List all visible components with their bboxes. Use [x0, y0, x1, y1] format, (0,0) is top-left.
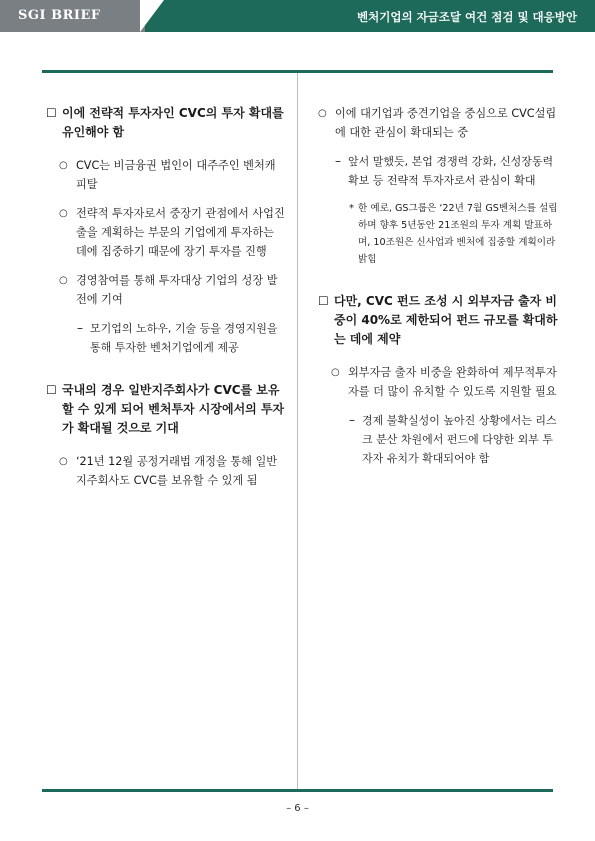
page-number: – 6 –: [286, 803, 309, 814]
sub-point-text: 전략적 투자자로서 중장기 관점에서 사업진출을 계획하는 부문의 기업에게 투자하는 데에 집중하기 때문에 장기 투자를 진행: [76, 207, 285, 258]
header-title-block: [145, 0, 595, 32]
bottom-rule: [42, 789, 553, 792]
sub-point-text: CVC는 비금융권 법인이 대주주인 벤처캐피탈: [76, 159, 276, 191]
circle-bullet-icon: ○: [59, 456, 68, 467]
sub-point: [46, 271, 286, 309]
bullet-text: 다만, CVC 펀드 조성 시 외부자금 출자 비중이 40%로 제한되어 펀드 규모를 확대하는 데에 제약: [334, 294, 558, 346]
page-header: [0, 0, 595, 32]
circle-bullet-icon: ○: [318, 108, 327, 119]
sub-point-text: ‘21년 12월 공정거래법 개정을 통해 일반지주회사도 CVC를 보유할 수 있게 됨: [76, 455, 278, 487]
sub-point-text: 경영참여를 통해 투자대상 기업의 성장 발전에 기여: [76, 274, 278, 306]
bullet-point: [46, 381, 286, 438]
dash-bullet-icon: –: [335, 154, 341, 168]
sub-point: [318, 104, 558, 142]
asterisk-icon: *: [349, 203, 354, 214]
detail-point: [318, 152, 558, 190]
detail-point: [46, 319, 286, 357]
bullet-point: [318, 292, 558, 349]
dash-bullet-icon: –: [77, 321, 83, 335]
sub-point: [46, 452, 286, 490]
header-brand-block: [0, 0, 160, 32]
circle-bullet-icon: ○: [59, 208, 68, 219]
header-divider-shape: [140, 0, 164, 32]
bullet-point: [46, 104, 286, 142]
bullet-text: 국내의 경우 일반지주회사가 CVC를 보유할 수 있게 되어 벤처투자 시장에서의 투자가 확대될 것으로 기대: [62, 383, 285, 435]
square-bullet-icon: ☐: [318, 294, 329, 308]
square-bullet-icon: ☐: [46, 106, 57, 120]
circle-bullet-icon: ○: [331, 367, 340, 378]
sub-point: [318, 363, 558, 401]
detail-point-text: 앞서 말했듯, 본업 경쟁력 강화, 신성장동력 확보 등 전략적 투자자로서 관심이 확대: [348, 155, 554, 187]
header-brand-title: SGI BRIEF: [18, 8, 101, 23]
column-divider: [297, 73, 298, 789]
square-bullet-icon: ☐: [46, 383, 57, 397]
header-document-title: 벤처기업의 자금조달 여건 점검 및 대응방안: [357, 10, 577, 24]
sub-point-text: 외부자금 출자 비중을 완화하여 제무적투자자를 더 많이 유치할 수 있도록 지원할 필요: [348, 366, 557, 398]
sub-point-text: 이에 대기업과 중견기업을 중심으로 CVC설립에 대한 관심이 확대되는 중: [335, 107, 557, 139]
footnote-text: 한 예로, GS그룹은 ‘22년 7월 GS벤처스를 설립하며 향후 5년동안 21조원의 투자 계획 발표하며, 10조원은 신사업과 벤처에 집중할 계획이라 밝힘: [358, 203, 558, 265]
detail-point: [318, 411, 558, 468]
dash-bullet-icon: –: [349, 413, 355, 427]
footnote: [318, 200, 558, 268]
right-column: [318, 104, 558, 478]
bullet-text: 이에 전략적 투자자인 CVC의 투자 확대를 유인해야 함: [62, 106, 284, 139]
detail-point-text: 모기업의 노하우, 기술 등을 경영지원을 통해 투자한 벤처기업에게 제공: [90, 322, 278, 354]
circle-bullet-icon: ○: [59, 275, 68, 286]
sub-point: [46, 156, 286, 194]
sub-point: [46, 204, 286, 261]
detail-point-text: 경제 불확실성이 높아진 상황에서는 리스크 분산 차원에서 펀드에 다양한 외부 투자자 유치가 확대되어야 함: [362, 414, 557, 465]
left-column: [46, 104, 286, 500]
circle-bullet-icon: ○: [59, 160, 68, 171]
